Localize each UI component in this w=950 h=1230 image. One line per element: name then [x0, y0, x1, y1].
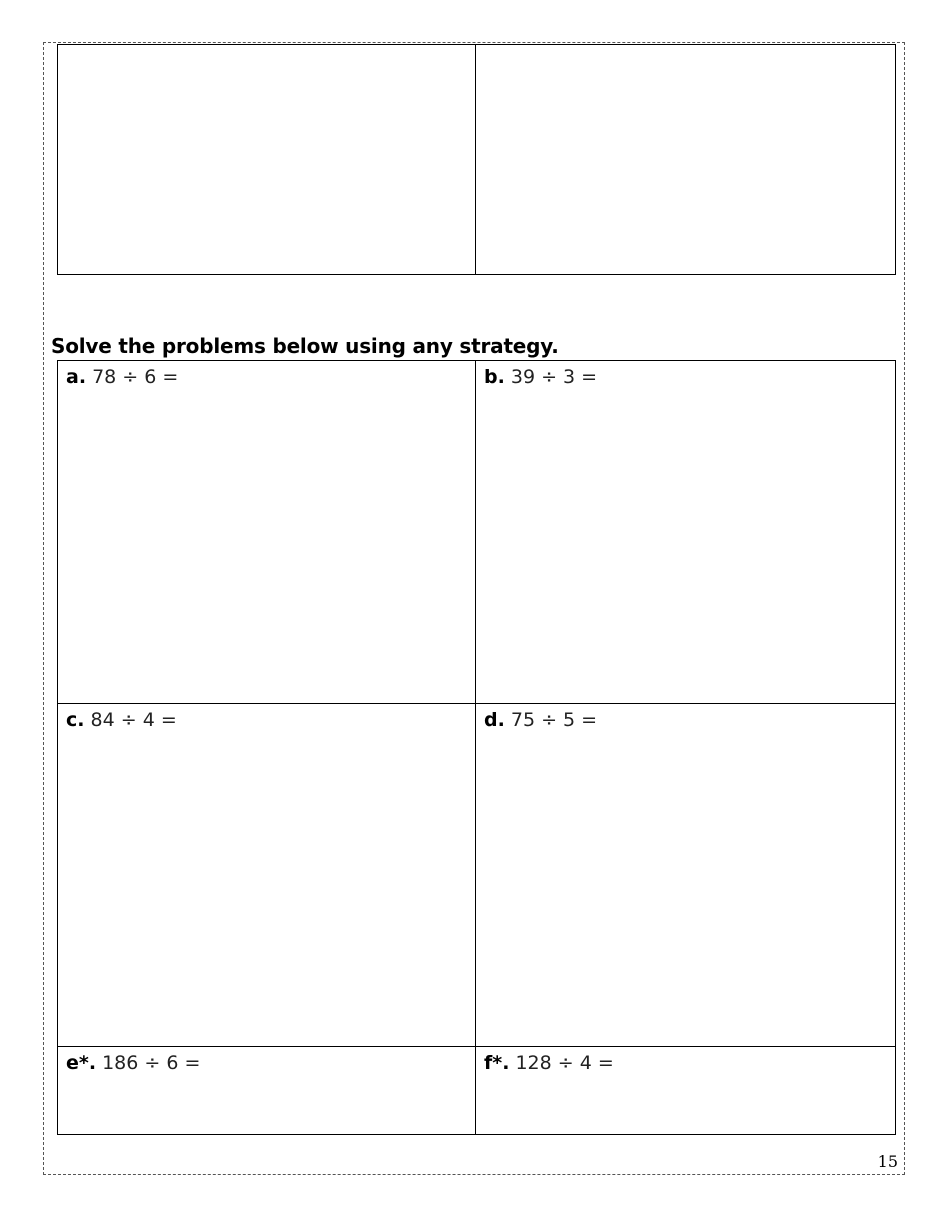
- problems-table: [57, 360, 896, 1135]
- problem-expression: 186 ÷ 6 =: [102, 1052, 201, 1074]
- top-answer-table: [57, 44, 896, 275]
- problem-cell-e: [58, 1047, 476, 1134]
- problem-label: e*.: [66, 1052, 97, 1074]
- problem-label: d.: [484, 709, 505, 731]
- top-right-answer-cell: [476, 45, 895, 274]
- instruction-heading: Solve the problems below using any strategy.: [51, 334, 559, 358]
- problem-expression: 128 ÷ 4 =: [515, 1052, 614, 1074]
- problem-cell-f: [476, 1047, 895, 1134]
- problem-expression: 75 ÷ 5 =: [510, 709, 598, 731]
- problem-cell-c: [58, 704, 476, 1047]
- page-number: 15: [877, 1152, 898, 1171]
- problem-label: b.: [484, 366, 505, 388]
- problem-cell-d: [476, 704, 895, 1047]
- problem-cell-b: [476, 361, 895, 704]
- top-left-answer-cell: [58, 45, 476, 274]
- problem-expression: 84 ÷ 4 =: [90, 709, 177, 731]
- problem-label: a.: [66, 366, 87, 388]
- problem-cell-a: [58, 361, 476, 704]
- problem-label: f*.: [484, 1052, 510, 1074]
- problem-label: c.: [66, 709, 85, 731]
- problem-expression: 78 ÷ 6 =: [92, 366, 179, 388]
- problem-expression: 39 ÷ 3 =: [510, 366, 598, 388]
